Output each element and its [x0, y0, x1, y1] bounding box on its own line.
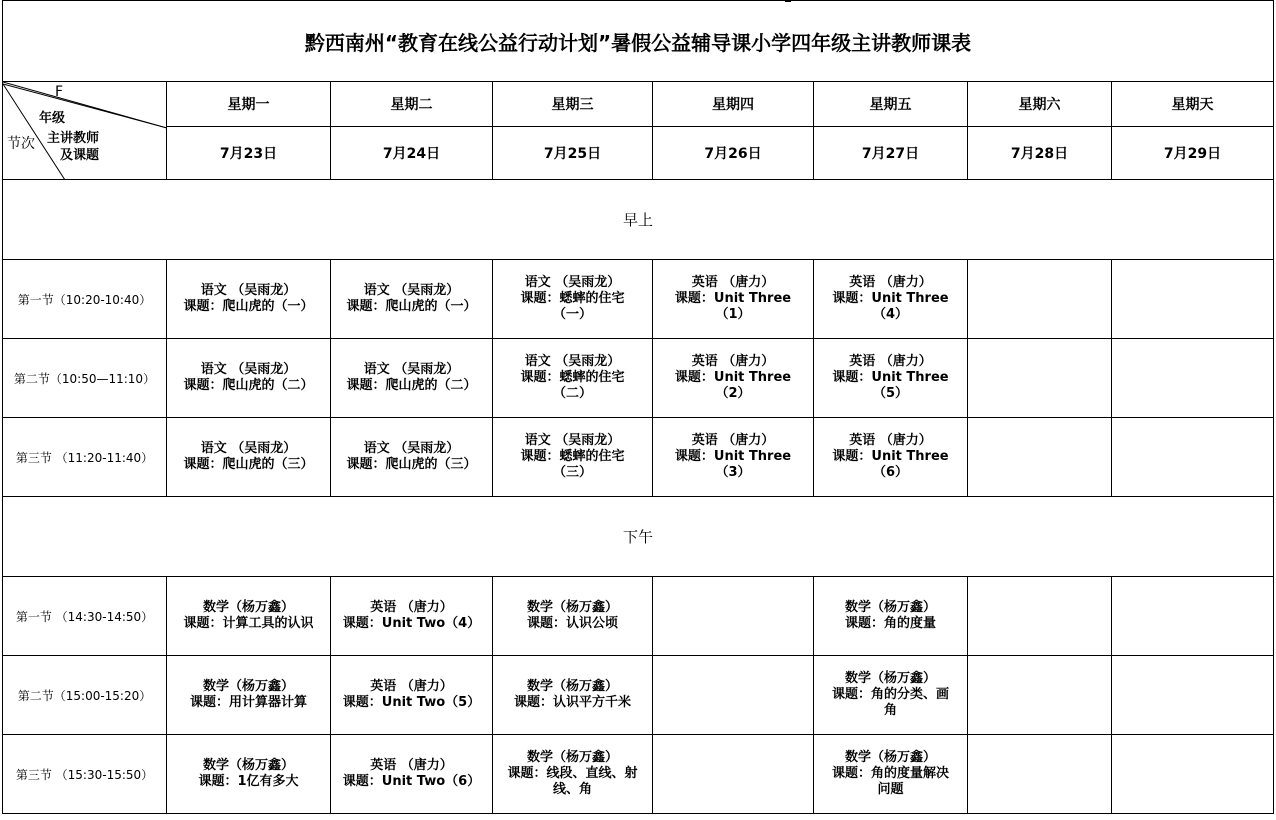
- lesson-topic-line: （4）: [872, 307, 909, 322]
- lesson-topic-line: 课题：Unit Two（5）: [342, 695, 481, 710]
- lesson-subject-teacher: 语文 （吴雨龙）: [200, 362, 297, 377]
- lesson-topic-line: 课题：蟋蟀的住宅: [520, 370, 625, 385]
- table-row: [3, 577, 1274, 656]
- corner-mark: F: [55, 84, 64, 100]
- lesson-subject-teacher: 语文 （吴雨龙）: [363, 283, 460, 298]
- lesson-cell: [653, 418, 814, 497]
- lesson-cell: [331, 339, 493, 418]
- lesson-subject-teacher: 英语 （唐力）: [691, 354, 775, 369]
- empty-cell: [1112, 577, 1274, 656]
- lesson-topic-line: （1）: [715, 307, 751, 322]
- lesson-topic-line: 线、角: [552, 782, 592, 797]
- empty-cell: [1112, 418, 1274, 497]
- lesson-subject-teacher: 语文 （吴雨龙）: [524, 354, 621, 369]
- day-header: 星期天: [1112, 82, 1274, 127]
- day-header: 星期六: [968, 82, 1112, 127]
- lesson-topic-line: 课题：爬山虎的（二）: [183, 378, 314, 393]
- period-label: 第二节（15:00-15:20）: [3, 656, 167, 735]
- date-header: 7月23日: [167, 127, 331, 180]
- lesson-subject-teacher: 数学（杨万鑫）: [844, 750, 936, 765]
- lesson-cell: [167, 656, 331, 735]
- lesson-cell: [167, 260, 331, 339]
- lesson-subject-teacher: 英语 （唐力）: [370, 679, 453, 694]
- lesson-topic-line: 课题：角的度量解决: [831, 766, 949, 781]
- lesson-subject-teacher: 语文 （吴雨龙）: [200, 283, 297, 298]
- lesson-topic-line: 课题：Unit Three: [832, 449, 949, 464]
- lesson-cell: [493, 339, 653, 418]
- corner-topic-label: 及课题: [60, 148, 100, 163]
- period-label: 第三节 （11:20-11:40）: [3, 418, 167, 497]
- corner-teacher-label: 主讲教师: [47, 131, 100, 146]
- table-row: [3, 656, 1274, 735]
- schedule-table: [2, 0, 1274, 814]
- lesson-subject-teacher: 英语 （唐力）: [370, 600, 453, 615]
- date-header: 7月24日: [331, 127, 493, 180]
- lesson-cell: [814, 735, 968, 814]
- lesson-topic-line: 课题：计算工具的认识: [183, 616, 314, 631]
- lesson-topic-line: 课题：角的分类、画: [831, 687, 949, 702]
- lesson-cell: [493, 735, 653, 814]
- lesson-topic-line: 课题：蟋蟀的住宅: [520, 449, 625, 464]
- lesson-topic-line: 课题：Unit Two（6）: [342, 774, 481, 789]
- schedule-title: 黔西南州“教育在线公益行动计划”暑假公益辅导课小学四年级主讲教师课表: [3, 1, 1274, 82]
- lesson-topic-line: 课题：1亿有多大: [198, 774, 299, 789]
- period-label: 第三节 （15:30-15:50）: [3, 735, 167, 814]
- lesson-cell: [653, 260, 814, 339]
- lesson-cell: [331, 418, 493, 497]
- lesson-subject-teacher: 英语 （唐力）: [691, 433, 775, 448]
- date-header: 7月28日: [968, 127, 1112, 180]
- lesson-topic-line: 课题：认识公顷: [526, 616, 618, 631]
- period-label: 第二节（10:50—11:10）: [3, 339, 167, 418]
- lesson-cell: [493, 577, 653, 656]
- lesson-subject-teacher: 数学（杨万鑫）: [844, 671, 936, 686]
- lesson-cell: [653, 339, 814, 418]
- lesson-cell: [167, 735, 331, 814]
- empty-cell: [968, 577, 1112, 656]
- empty-cell: [653, 656, 814, 735]
- lesson-cell: [814, 656, 968, 735]
- lesson-cell: [493, 260, 653, 339]
- lesson-cell: [814, 577, 968, 656]
- lesson-subject-teacher: 语文 （吴雨龙）: [200, 441, 297, 456]
- lesson-cell: [167, 577, 331, 656]
- lesson-topic-line: 课题：角的度量: [844, 616, 936, 631]
- date-header: 7月27日: [814, 127, 968, 180]
- table-row: [3, 339, 1274, 418]
- lesson-cell: [331, 656, 493, 735]
- lesson-topic-line: 课题：Unit Three: [674, 291, 792, 306]
- lesson-topic-line: 课题：爬山虎的（一）: [183, 299, 314, 314]
- lesson-subject-teacher: 数学（杨万鑫）: [526, 600, 618, 615]
- lesson-subject-teacher: 英语 （唐力）: [370, 758, 453, 773]
- lesson-cell: [814, 418, 968, 497]
- lesson-subject-teacher: 数学（杨万鑫）: [526, 750, 618, 765]
- empty-cell: [968, 339, 1112, 418]
- section-header: 下午: [3, 497, 1274, 577]
- empty-cell: [968, 735, 1112, 814]
- corner-period-label: 节次: [7, 136, 35, 152]
- day-header: 星期二: [331, 82, 493, 127]
- lesson-topic-line: （2）: [715, 386, 751, 401]
- table-row: [3, 418, 1274, 497]
- lesson-topic-line: 课题：用计算器计算: [189, 695, 307, 710]
- lesson-topic-line: 课题：蟋蟀的住宅: [520, 291, 625, 306]
- day-header: 星期四: [653, 82, 814, 127]
- lesson-cell: [167, 418, 331, 497]
- lesson-cell: [814, 339, 968, 418]
- lesson-cell: [493, 418, 653, 497]
- lesson-topic-line: 课题：Unit Three: [674, 449, 792, 464]
- empty-cell: [1112, 656, 1274, 735]
- date-header: 7月29日: [1112, 127, 1274, 180]
- lesson-topic-line: 课题：爬山虎的（二）: [346, 378, 477, 393]
- lesson-topic-line: （一）: [552, 307, 592, 322]
- lesson-topic-line: 课题：爬山虎的（三）: [346, 457, 477, 472]
- day-header: 星期一: [167, 82, 331, 127]
- empty-cell: [968, 418, 1112, 497]
- table-row: [3, 735, 1274, 814]
- lesson-topic-line: 课题：爬山虎的（三）: [183, 457, 314, 472]
- lesson-subject-teacher: 英语 （唐力）: [849, 275, 932, 290]
- lesson-topic-line: （6）: [872, 465, 909, 480]
- lesson-topic-line: 课题：爬山虎的（一）: [346, 299, 477, 314]
- lesson-subject-teacher: 数学（杨万鑫）: [844, 600, 936, 615]
- lesson-topic-line: （三）: [552, 465, 592, 480]
- lesson-subject-teacher: 英语 （唐力）: [691, 275, 775, 290]
- lesson-topic-line: （5）: [872, 386, 909, 401]
- empty-cell: [968, 656, 1112, 735]
- lesson-topic-line: 课题：Unit Three: [832, 291, 949, 306]
- corner-grade-label: 年级: [39, 111, 66, 126]
- empty-cell: [653, 577, 814, 656]
- empty-cell: [968, 260, 1112, 339]
- lesson-topic-line: 问题: [877, 782, 904, 797]
- lesson-topic-line: 课题：Unit Three: [832, 370, 949, 385]
- table-row: [3, 260, 1274, 339]
- empty-cell: [1112, 735, 1274, 814]
- empty-cell: [1112, 339, 1274, 418]
- lesson-subject-teacher: 英语 （唐力）: [849, 433, 932, 448]
- lesson-topic-line: 课题：认识平方千米: [513, 695, 631, 710]
- lesson-topic-line: 角: [883, 703, 897, 718]
- lesson-subject-teacher: 数学（杨万鑫）: [202, 600, 294, 615]
- date-header: 7月26日: [653, 127, 814, 180]
- day-header: 星期三: [493, 82, 653, 127]
- day-header: 星期五: [814, 82, 968, 127]
- empty-cell: [1112, 260, 1274, 339]
- lesson-cell: [331, 577, 493, 656]
- lesson-topic-line: 课题：Unit Two（4）: [342, 616, 481, 631]
- lesson-subject-teacher: 语文 （吴雨龙）: [363, 362, 460, 377]
- lesson-subject-teacher: 数学（杨万鑫）: [202, 758, 294, 773]
- empty-cell: [653, 735, 814, 814]
- lesson-topic-line: （二）: [552, 386, 592, 401]
- lesson-subject-teacher: 语文 （吴雨龙）: [524, 275, 621, 290]
- lesson-cell: [331, 260, 493, 339]
- lesson-subject-teacher: 语文 （吴雨龙）: [363, 441, 460, 456]
- lesson-topic-line: （3）: [715, 465, 751, 480]
- lesson-topic-line: 课题：Unit Three: [674, 370, 792, 385]
- lesson-topic-line: 课题：线段、直线、射: [507, 766, 638, 781]
- section-header: 早上: [3, 180, 1274, 260]
- lesson-cell: [167, 339, 331, 418]
- lesson-cell: [814, 260, 968, 339]
- lesson-cell: [493, 656, 653, 735]
- lesson-subject-teacher: 数学（杨万鑫）: [526, 679, 618, 694]
- period-label: 第一节 （14:30-14:50）: [3, 577, 167, 656]
- lesson-subject-teacher: 英语 （唐力）: [849, 354, 932, 369]
- lesson-subject-teacher: 数学（杨万鑫）: [202, 679, 294, 694]
- lesson-cell: [331, 735, 493, 814]
- header-corner-cell: [3, 82, 167, 180]
- date-header: 7月25日: [493, 127, 653, 180]
- lesson-subject-teacher: 语文 （吴雨龙）: [524, 433, 621, 448]
- period-label: 第一节（10:20-10:40）: [3, 260, 167, 339]
